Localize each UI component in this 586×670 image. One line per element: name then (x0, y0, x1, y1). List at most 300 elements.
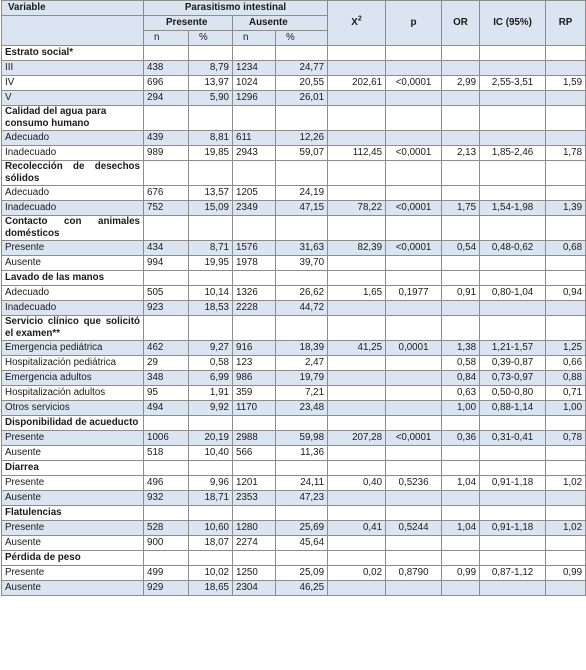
section-label: Contacto con animales domésticos (2, 216, 144, 241)
p-value (386, 446, 442, 461)
table-row (2, 301, 586, 316)
empty-cell (276, 316, 328, 341)
ic-value (480, 536, 546, 551)
empty-cell (276, 416, 328, 431)
row-label: Hospitalización adultos (2, 386, 144, 401)
chi2-value: 0,02 (328, 566, 386, 581)
ausente-pct: 24,19 (276, 186, 328, 201)
ic-value: 1,85-2,46 (480, 146, 546, 161)
presente-pct: 10,02 (189, 566, 233, 581)
empty-cell (442, 316, 480, 341)
empty-cell (480, 506, 546, 521)
presente-pct: 13,97 (189, 76, 233, 91)
or-value: 0,84 (442, 371, 480, 386)
ic-value: 0,91-1,18 (480, 521, 546, 536)
presente-pct: 10,14 (189, 286, 233, 301)
section-header-row (2, 506, 586, 521)
chi2-superscript: 2 (357, 15, 362, 23)
empty-cell (480, 271, 546, 286)
ausente-pct: 18,39 (276, 341, 328, 356)
row-label: V (2, 91, 144, 106)
empty-cell (328, 271, 386, 286)
presente-n: 518 (144, 446, 189, 461)
or-value (442, 491, 480, 506)
empty-cell (233, 161, 276, 186)
table-row (2, 581, 586, 596)
presente-n: 95 (144, 386, 189, 401)
ausente-n: 2943 (233, 146, 276, 161)
empty-cell (189, 271, 233, 286)
p-value: <0,0001 (386, 431, 442, 446)
section-header-row (2, 271, 586, 286)
or-value: 0,54 (442, 241, 480, 256)
ic-value: 0,48-0,62 (480, 241, 546, 256)
chi2-symbol: X (351, 17, 358, 28)
ausente-pct: 7,21 (276, 386, 328, 401)
ic-value (480, 186, 546, 201)
empty-cell (276, 271, 328, 286)
empty-cell (442, 551, 480, 566)
presente-n: 923 (144, 301, 189, 316)
rp-value (546, 536, 586, 551)
presente-n: 900 (144, 536, 189, 551)
p-value (386, 301, 442, 316)
empty-cell (480, 161, 546, 186)
presente-pct: 18,71 (189, 491, 233, 506)
chi2-value (328, 91, 386, 106)
section-header-row (2, 551, 586, 566)
table-row (2, 256, 586, 271)
ic-value: 0,39-0,87 (480, 356, 546, 371)
empty-cell (144, 506, 189, 521)
ausente-pct: 31,63 (276, 241, 328, 256)
ausente-n: 2304 (233, 581, 276, 596)
empty-cell (144, 161, 189, 186)
p-value: <0,0001 (386, 201, 442, 216)
empty-cell (442, 46, 480, 61)
empty-cell (442, 416, 480, 431)
or-value: 1,00 (442, 401, 480, 416)
or-value (442, 91, 480, 106)
presente-pct: 9,96 (189, 476, 233, 491)
row-label: III (2, 61, 144, 76)
row-label: Ausente (2, 491, 144, 506)
ausente-n: 1576 (233, 241, 276, 256)
chi2-value (328, 446, 386, 461)
chi2-value: 0,40 (328, 476, 386, 491)
table-row (2, 146, 586, 161)
row-label: Emergencia adultos (2, 371, 144, 386)
chi2-value (328, 371, 386, 386)
empty-cell (189, 551, 233, 566)
or-value: 1,75 (442, 201, 480, 216)
rp-value (546, 131, 586, 146)
or-value (442, 301, 480, 316)
p-value (386, 401, 442, 416)
presente-n: 438 (144, 61, 189, 76)
presente-n: 499 (144, 566, 189, 581)
header-row-1 (2, 1, 586, 16)
empty-cell (189, 506, 233, 521)
ic-value (480, 301, 546, 316)
ic-value: 0,88-1,14 (480, 401, 546, 416)
p-value: <0,0001 (386, 146, 442, 161)
table-row (2, 356, 586, 371)
presente-pct: 19,85 (189, 146, 233, 161)
rp-value (546, 186, 586, 201)
ausente-n: 2228 (233, 301, 276, 316)
ic-value (480, 581, 546, 596)
empty-cell (276, 106, 328, 131)
empty-cell (276, 161, 328, 186)
rp-value: 0,78 (546, 431, 586, 446)
presente-pct: 18,65 (189, 581, 233, 596)
ausente-n: 611 (233, 131, 276, 146)
ic-value: 0,50-0,80 (480, 386, 546, 401)
empty-cell (546, 106, 586, 131)
ic-value (480, 91, 546, 106)
presente-pct: 10,60 (189, 521, 233, 536)
table-row (2, 521, 586, 536)
header-presente: Presente (144, 16, 233, 31)
row-label: Presente (2, 476, 144, 491)
empty-cell (233, 551, 276, 566)
empty-cell (442, 461, 480, 476)
row-label: Presente (2, 521, 144, 536)
empty-cell (442, 161, 480, 186)
ausente-n: 2349 (233, 201, 276, 216)
empty-cell (233, 271, 276, 286)
chi2-value: 82,39 (328, 241, 386, 256)
empty-cell (386, 46, 442, 61)
empty-cell (546, 216, 586, 241)
table-row (2, 536, 586, 551)
p-value: 0,5236 (386, 476, 442, 491)
empty-cell (189, 416, 233, 431)
presente-pct: 10,40 (189, 446, 233, 461)
table-row (2, 241, 586, 256)
chi2-value: 112,45 (328, 146, 386, 161)
row-label: Ausente (2, 446, 144, 461)
chi2-value (328, 536, 386, 551)
row-label: Adecuado (2, 286, 144, 301)
ausente-pct: 25,09 (276, 566, 328, 581)
chi2-value (328, 356, 386, 371)
row-label: Hospitalización pediátrica (2, 356, 144, 371)
table-body (2, 1, 586, 596)
ausente-pct: 11,36 (276, 446, 328, 461)
section-label: Pérdida de peso (2, 551, 144, 566)
ausente-pct: 20,55 (276, 76, 328, 91)
ic-value: 0,87-1,12 (480, 566, 546, 581)
empty-cell (328, 506, 386, 521)
ausente-n: 916 (233, 341, 276, 356)
p-value (386, 491, 442, 506)
presente-pct: 15,09 (189, 201, 233, 216)
row-label: Presente (2, 241, 144, 256)
p-value: 0,8790 (386, 566, 442, 581)
rp-value: 0,88 (546, 371, 586, 386)
p-value (386, 371, 442, 386)
empty-cell (276, 551, 328, 566)
ausente-pct: 25,69 (276, 521, 328, 536)
empty-cell (546, 416, 586, 431)
p-value (386, 536, 442, 551)
ic-value (480, 61, 546, 76)
empty-cell (144, 461, 189, 476)
empty-cell (546, 461, 586, 476)
p-value (386, 356, 442, 371)
ausente-n: 1326 (233, 286, 276, 301)
section-label: Recolección de desechos sólidos (2, 161, 144, 186)
empty-cell (233, 416, 276, 431)
presente-pct: 19,95 (189, 256, 233, 271)
presente-n: 932 (144, 491, 189, 506)
presente-pct: 1,91 (189, 386, 233, 401)
header-presente-n: n (144, 31, 189, 46)
empty-cell (189, 106, 233, 131)
row-label: Otros servicios (2, 401, 144, 416)
or-value: 1,38 (442, 341, 480, 356)
empty-cell (442, 271, 480, 286)
chi2-value: 78,22 (328, 201, 386, 216)
chi2-value (328, 491, 386, 506)
ic-value: 0,91-1,18 (480, 476, 546, 491)
ausente-n: 1296 (233, 91, 276, 106)
row-label: Ausente (2, 536, 144, 551)
rp-value: 0,68 (546, 241, 586, 256)
header-parasitismo: Parasitismo intestinal (144, 1, 328, 16)
empty-cell (546, 316, 586, 341)
ausente-n: 566 (233, 446, 276, 461)
or-value (442, 581, 480, 596)
chi2-value (328, 386, 386, 401)
rp-value: 1,02 (546, 521, 586, 536)
chi2-value (328, 256, 386, 271)
empty-cell (144, 416, 189, 431)
header-ausente-n: n (233, 31, 276, 46)
or-value (442, 61, 480, 76)
ausente-pct: 26,01 (276, 91, 328, 106)
ausente-n: 1205 (233, 186, 276, 201)
rp-value: 1,25 (546, 341, 586, 356)
empty-cell (328, 416, 386, 431)
row-label: Inadecuado (2, 146, 144, 161)
ausente-pct: 24,77 (276, 61, 328, 76)
presente-n: 696 (144, 76, 189, 91)
ic-value: 0,31-0,41 (480, 431, 546, 446)
or-value (442, 186, 480, 201)
ic-value: 1,54-1,98 (480, 201, 546, 216)
p-value: 0,0001 (386, 341, 442, 356)
ausente-pct: 19,79 (276, 371, 328, 386)
or-value: 0,36 (442, 431, 480, 446)
empty-cell (480, 106, 546, 131)
row-label: Emergencia pediátrica (2, 341, 144, 356)
presente-pct: 18,53 (189, 301, 233, 316)
presente-pct: 20,19 (189, 431, 233, 446)
empty-cell (276, 506, 328, 521)
empty-cell (144, 271, 189, 286)
header-variable-empty (2, 16, 144, 46)
or-value: 1,04 (442, 521, 480, 536)
ausente-n: 123 (233, 356, 276, 371)
header-variable: Variable (2, 1, 144, 16)
table-row (2, 186, 586, 201)
empty-cell (328, 106, 386, 131)
empty-cell (480, 416, 546, 431)
p-value (386, 186, 442, 201)
ausente-pct: 59,07 (276, 146, 328, 161)
table-row (2, 371, 586, 386)
empty-cell (386, 106, 442, 131)
empty-cell (546, 161, 586, 186)
empty-cell (233, 106, 276, 131)
header-p: p (386, 1, 442, 46)
section-header-row (2, 316, 586, 341)
table-row (2, 91, 586, 106)
empty-cell (276, 46, 328, 61)
or-value: 2,13 (442, 146, 480, 161)
section-label: Diarrea (2, 461, 144, 476)
presente-pct: 8,71 (189, 241, 233, 256)
presente-n: 505 (144, 286, 189, 301)
p-value (386, 386, 442, 401)
ausente-pct: 23,48 (276, 401, 328, 416)
ic-value: 2,55-3,51 (480, 76, 546, 91)
empty-cell (276, 461, 328, 476)
empty-cell (189, 161, 233, 186)
ausente-n: 1250 (233, 566, 276, 581)
p-value: 0,1977 (386, 286, 442, 301)
presente-n: 462 (144, 341, 189, 356)
ausente-pct: 39,70 (276, 256, 328, 271)
or-value: 2,99 (442, 76, 480, 91)
presente-pct: 13,57 (189, 186, 233, 201)
ic-value (480, 491, 546, 506)
row-label: Presente (2, 566, 144, 581)
rp-value: 1,02 (546, 476, 586, 491)
rp-value (546, 61, 586, 76)
table-row (2, 201, 586, 216)
rp-value: 0,66 (546, 356, 586, 371)
empty-cell (233, 506, 276, 521)
rp-value (546, 446, 586, 461)
ic-value: 0,73-0,97 (480, 371, 546, 386)
rp-value (546, 301, 586, 316)
table-row (2, 341, 586, 356)
chi2-value (328, 301, 386, 316)
empty-cell (328, 46, 386, 61)
rp-value (546, 491, 586, 506)
chi2-value: 1,65 (328, 286, 386, 301)
ausente-pct: 59,98 (276, 431, 328, 446)
row-label: IV (2, 76, 144, 91)
chi2-value (328, 131, 386, 146)
ausente-n: 1280 (233, 521, 276, 536)
table-row (2, 76, 586, 91)
presente-pct: 5,90 (189, 91, 233, 106)
ausente-pct: 47,15 (276, 201, 328, 216)
presente-pct: 8,79 (189, 61, 233, 76)
presente-n: 494 (144, 401, 189, 416)
empty-cell (480, 461, 546, 476)
empty-cell (386, 316, 442, 341)
empty-cell (386, 551, 442, 566)
empty-cell (189, 461, 233, 476)
section-header-row (2, 106, 586, 131)
presente-n: 989 (144, 146, 189, 161)
rp-value: 1,39 (546, 201, 586, 216)
presente-pct: 8,81 (189, 131, 233, 146)
empty-cell (442, 106, 480, 131)
empty-cell (480, 216, 546, 241)
section-label: Flatulencias (2, 506, 144, 521)
or-value (442, 131, 480, 146)
row-label: Inadecuado (2, 301, 144, 316)
empty-cell (386, 461, 442, 476)
row-label: Inadecuado (2, 201, 144, 216)
table-row (2, 61, 586, 76)
rp-value (546, 581, 586, 596)
empty-cell (480, 316, 546, 341)
table-row (2, 131, 586, 146)
or-value: 1,04 (442, 476, 480, 491)
chi2-value: 0,41 (328, 521, 386, 536)
empty-cell (328, 161, 386, 186)
or-value: 0,99 (442, 566, 480, 581)
empty-cell (480, 551, 546, 566)
p-value: <0,0001 (386, 241, 442, 256)
presente-n: 496 (144, 476, 189, 491)
chi2-value: 207,28 (328, 431, 386, 446)
empty-cell (546, 506, 586, 521)
section-header-row (2, 461, 586, 476)
ic-value: 0,80-1,04 (480, 286, 546, 301)
header-or: OR (442, 1, 480, 46)
ic-value (480, 446, 546, 461)
empty-cell (546, 46, 586, 61)
row-label: Adecuado (2, 131, 144, 146)
empty-cell (386, 416, 442, 431)
ausente-n: 2274 (233, 536, 276, 551)
chi2-value (328, 61, 386, 76)
chi2-value: 202,61 (328, 76, 386, 91)
table-row (2, 431, 586, 446)
chi2-value: 41,25 (328, 341, 386, 356)
empty-cell (144, 551, 189, 566)
p-value (386, 61, 442, 76)
empty-cell (189, 316, 233, 341)
empty-cell (233, 461, 276, 476)
p-value (386, 581, 442, 596)
rp-value: 0,71 (546, 386, 586, 401)
ausente-n: 1024 (233, 76, 276, 91)
presente-n: 1006 (144, 431, 189, 446)
rp-value (546, 256, 586, 271)
empty-cell (233, 316, 276, 341)
rp-value: 0,94 (546, 286, 586, 301)
rp-value: 1,00 (546, 401, 586, 416)
chi2-value (328, 186, 386, 201)
empty-cell (442, 216, 480, 241)
ic-value (480, 131, 546, 146)
ausente-pct: 47,23 (276, 491, 328, 506)
empty-cell (328, 551, 386, 566)
ausente-pct: 44,72 (276, 301, 328, 316)
empty-cell (480, 46, 546, 61)
p-value: <0,0001 (386, 76, 442, 91)
